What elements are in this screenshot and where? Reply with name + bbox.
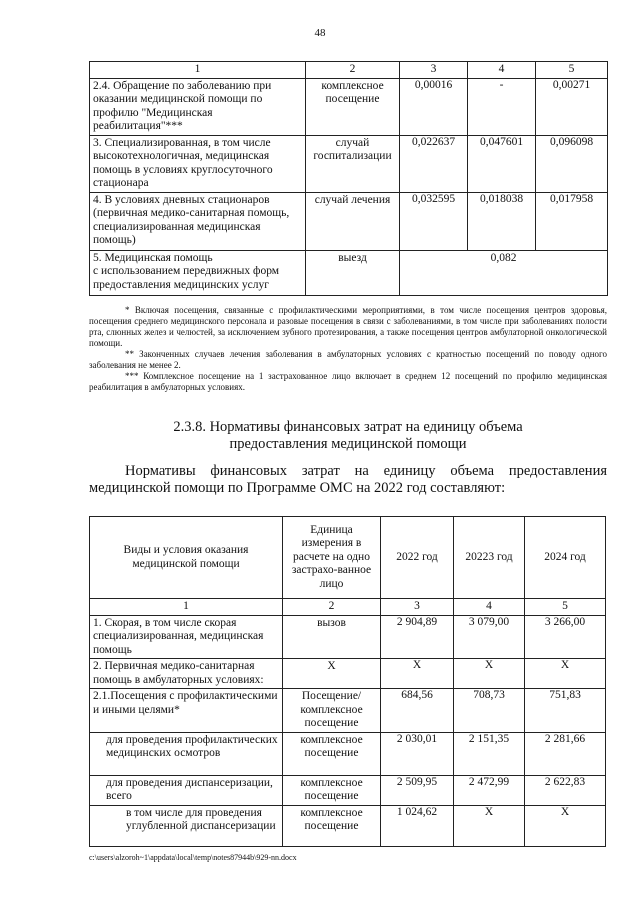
col-header-type: Виды и условия оказания медицинской помощи bbox=[90, 517, 283, 599]
table-row bbox=[90, 192, 608, 250]
value-2024: Х bbox=[525, 805, 606, 846]
col-header-2023: 20223 год bbox=[454, 517, 525, 599]
row-unit: Х bbox=[283, 659, 381, 689]
col-number: 3 bbox=[381, 599, 454, 616]
row-unit: случай госпитализации bbox=[306, 135, 400, 192]
row-name: 4. В условиях дневных стационаров (первичная медико-санитарная помощь, специализированная медицинская помощь) bbox=[90, 192, 306, 250]
value-2022: 2 509,95 bbox=[381, 775, 454, 805]
table-number-row bbox=[90, 599, 606, 616]
value-2023: - bbox=[468, 78, 536, 135]
value-2023: Х bbox=[454, 659, 525, 689]
value-2024: 3 266,00 bbox=[525, 615, 606, 659]
value-2022: 2 904,89 bbox=[381, 615, 454, 659]
value-2022: 2 030,01 bbox=[381, 732, 454, 775]
value-2024: 0,017958 bbox=[536, 192, 608, 250]
row-name: 2.4. Обращение по заболеванию при оказании медицинской помощи по профилю "Медицинская реабилитация"*** bbox=[90, 78, 306, 135]
table-row bbox=[90, 615, 606, 659]
col-number: 4 bbox=[454, 599, 525, 616]
row-name: в том числе для проведения углубленной диспансеризации bbox=[90, 805, 283, 846]
intro-paragraph: Нормативы финансовых затрат на единицу объема предоставления медицинской помощи по Программе ОМС на 2022 год составляют: bbox=[89, 463, 607, 496]
value-2024: 2 281,66 bbox=[525, 732, 606, 775]
table-row bbox=[90, 732, 606, 775]
col-header-2024: 2024 год bbox=[525, 517, 606, 599]
row-unit: комплексное посещение bbox=[283, 732, 381, 775]
col-header-2022: 2022 год bbox=[381, 517, 454, 599]
value-2023: 708,73 bbox=[454, 689, 525, 733]
col-number: 2 bbox=[283, 599, 381, 616]
row-name: для проведения диспансеризации, всего bbox=[90, 775, 283, 805]
value-2022: 0,00016 bbox=[400, 78, 468, 135]
table-row bbox=[90, 775, 606, 805]
value-2022: 0,022637 bbox=[400, 135, 468, 192]
row-unit: комплексное посещение bbox=[283, 775, 381, 805]
value-2022: 0,032595 bbox=[400, 192, 468, 250]
value-2024: 751,83 bbox=[525, 689, 606, 733]
volume-table bbox=[89, 61, 608, 296]
value-2023: 2 151,35 bbox=[454, 732, 525, 775]
row-name: 3. Специализированная, в том числе высокотехнологичная, медицинская помощь в условиях круглосуточного стационара bbox=[90, 135, 306, 192]
value-2024: 2 622,83 bbox=[525, 775, 606, 805]
col-header-unit: Единица измерения в расчете на одно застрахо-ванное лицо bbox=[283, 517, 381, 599]
col-number: 1 bbox=[90, 599, 283, 616]
value-2022: 684,56 bbox=[381, 689, 454, 733]
value-2023: 3 079,00 bbox=[454, 615, 525, 659]
file-path-footer: c:\users\alzoroh~1\appdata\local\temp\notes87944b\929-nn.docx bbox=[89, 853, 297, 862]
col-header: 2 bbox=[306, 62, 400, 79]
table-header-row bbox=[90, 517, 606, 599]
value-2023: 2 472,99 bbox=[454, 775, 525, 805]
col-number: 5 bbox=[525, 599, 606, 616]
value-2024: Х bbox=[525, 659, 606, 689]
table-row bbox=[90, 689, 606, 733]
value-2024: 0,096098 bbox=[536, 135, 608, 192]
footnotes bbox=[89, 305, 607, 393]
row-unit: выезд bbox=[306, 250, 400, 295]
cost-table bbox=[89, 516, 606, 847]
page-number: 48 bbox=[314, 27, 326, 39]
row-name: 2. Первичная медико-санитарная помощь в амбулаторных условиях: bbox=[90, 659, 283, 689]
col-header: 4 bbox=[468, 62, 536, 79]
value-2023: 0,018038 bbox=[468, 192, 536, 250]
table-row bbox=[90, 250, 608, 295]
row-unit: случай лечения bbox=[306, 192, 400, 250]
value-2024: 0,00271 bbox=[536, 78, 608, 135]
section-heading bbox=[89, 419, 607, 453]
row-name: 2.1.Посещения с профилактическими и иными целями* bbox=[90, 689, 283, 733]
value-2022: 1 024,62 bbox=[381, 805, 454, 846]
row-unit: комплексное посещение bbox=[283, 805, 381, 846]
merged-value: 0,082 bbox=[400, 250, 608, 295]
footnote: *** Комплексное посещение на 1 застрахованное лицо включает в среднем 12 посещений по профилю медицинская реабилитация в амбулаторных условиях. bbox=[89, 371, 607, 392]
row-name: для проведения профилактических медицинских осмотров bbox=[90, 732, 283, 775]
value-2022: Х bbox=[381, 659, 454, 689]
footnote: ** Законченных случаев лечения заболевания в амбулаторных условиях с кратностью посещений по поводу одного заболевания не менее 2. bbox=[89, 349, 607, 370]
section-heading-line: 2.3.8. Нормативы финансовых затрат на единицу объема bbox=[173, 419, 523, 435]
row-unit: Посещение/ комплексное посещение bbox=[283, 689, 381, 733]
col-header: 1 bbox=[90, 62, 306, 79]
table-row bbox=[90, 135, 608, 192]
row-name bbox=[90, 250, 306, 295]
row-unit: вызов bbox=[283, 615, 381, 659]
table-row bbox=[90, 659, 606, 689]
value-2023: Х bbox=[454, 805, 525, 846]
value-2023: 0,047601 bbox=[468, 135, 536, 192]
col-header: 5 bbox=[536, 62, 608, 79]
col-header: 3 bbox=[400, 62, 468, 79]
table-header-row bbox=[90, 62, 608, 79]
row-name: 1. Скорая, в том числе скорая специализированная, медицинская помощь bbox=[90, 615, 283, 659]
row-unit: комплексное посещение bbox=[306, 78, 400, 135]
row-name-line: с использованием передвижных форм предоставления медицинских услуг bbox=[93, 265, 280, 291]
table-row bbox=[90, 805, 606, 846]
section-heading-line: предоставления медицинской помощи bbox=[229, 436, 467, 452]
table-row bbox=[90, 78, 608, 135]
footnote: * Включая посещения, связанные с профилактическими мероприятиями, в том числе посещения центров здоровья, посещения среднего медицинского персонала и разовые посещения в связи с заболеваниями, в том числе при заболеваниях полости рта, слюнных желез и челюстей, за исключением зубного протезирования, а также посещения центров амбулаторной онкологической помощи. bbox=[89, 305, 607, 348]
row-name-line: 5. Медицинская помощь bbox=[93, 251, 213, 264]
